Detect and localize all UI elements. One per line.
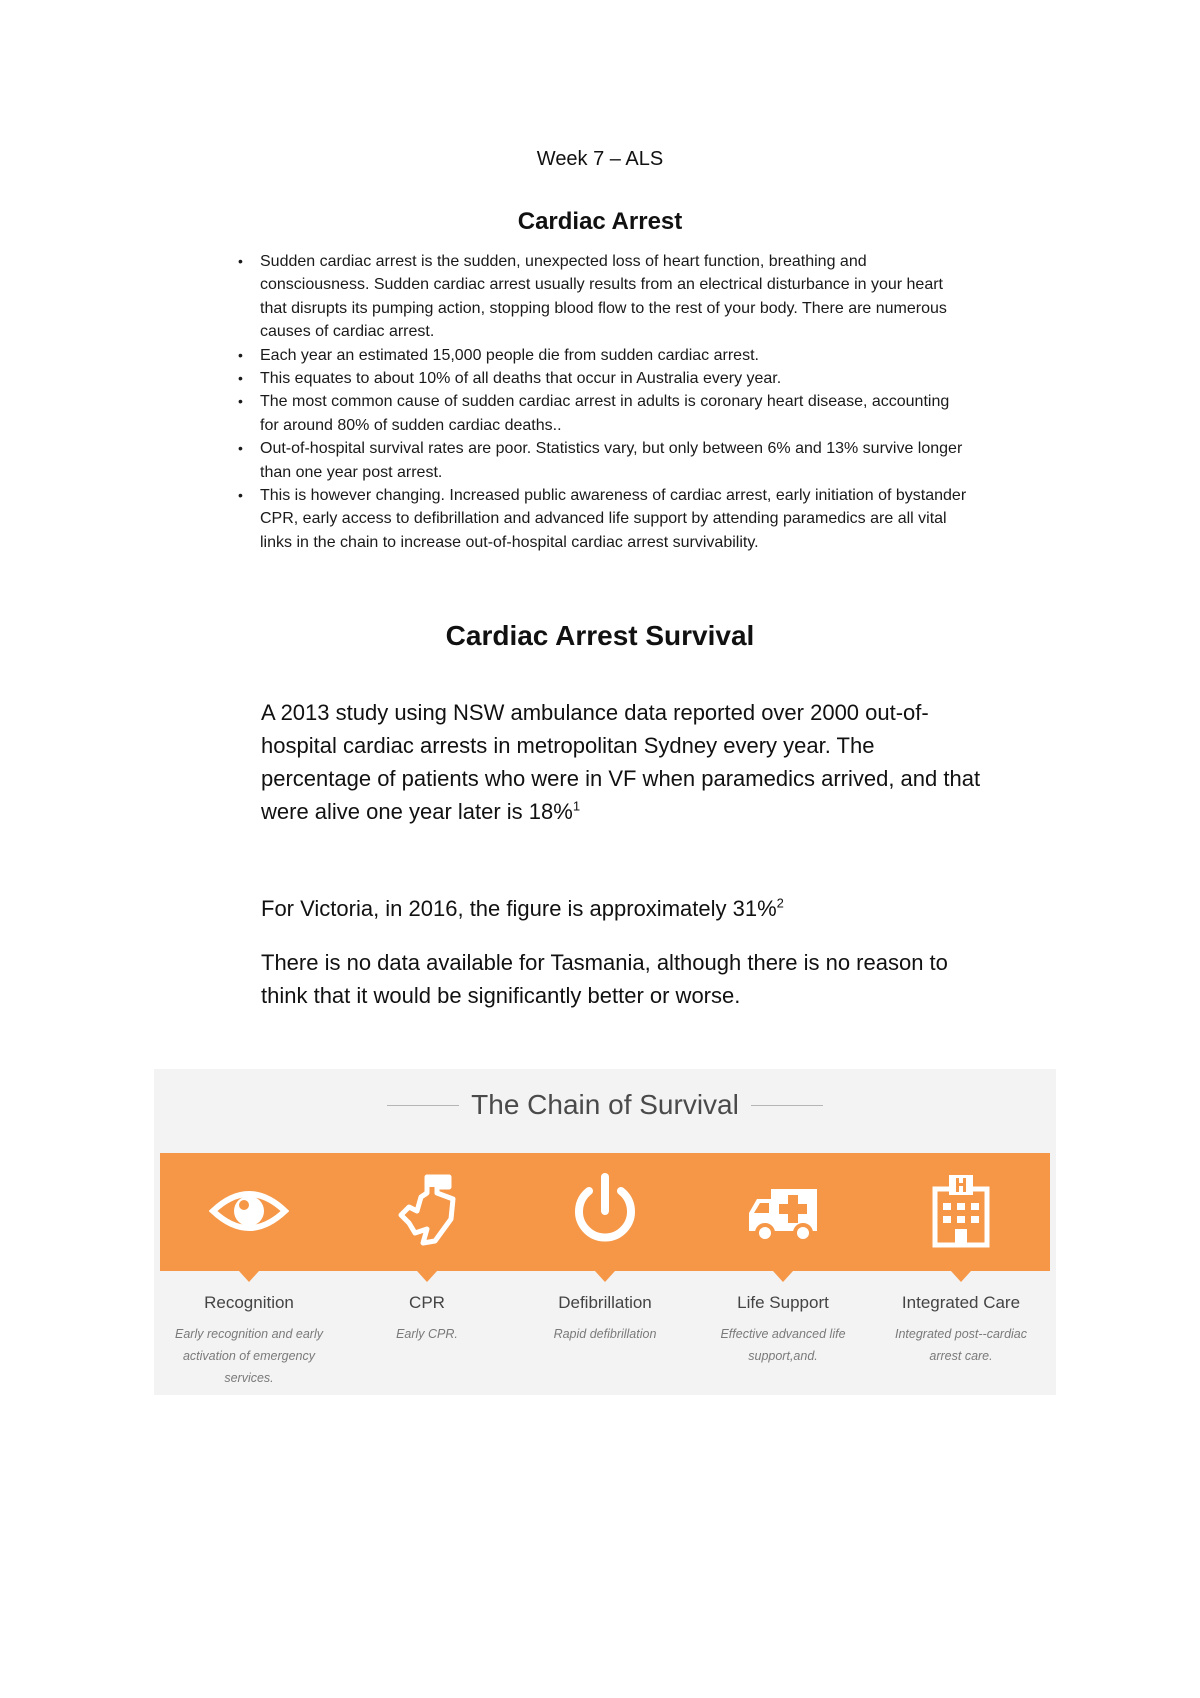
- footnote-ref: 1: [572, 798, 581, 814]
- footnote-ref: 2: [776, 895, 784, 911]
- step-notch: [417, 1271, 437, 1282]
- survival-paragraph-nsw: [261, 696, 981, 828]
- step-description: Early CPR.: [396, 1327, 458, 1341]
- bullet-item: • This equates to about 10% of all deaths that occur in Australia every year.: [238, 367, 968, 390]
- step-label: Integrated Care: [901, 1293, 1021, 1312]
- step-notch: [951, 1271, 971, 1282]
- bullet-item: • Out-of-hospital survival rates are poor. Statistics vary, but only between 6% and 13% survive longer than one year post arrest.: [238, 437, 968, 484]
- title-rule-right: [751, 1105, 823, 1106]
- chain-step-integrated-care: [872, 1153, 1050, 1393]
- page-header: Week 7 – ALS: [536, 148, 664, 170]
- chain-of-survival-graphic: [154, 1069, 1056, 1395]
- survival-paragraph-victoria-text: For Victoria, in 2016, the figure is approximately 31%: [261, 896, 777, 921]
- step-description: Integrated post--cardiac arrest care.: [894, 1327, 1027, 1363]
- step-notch: [773, 1271, 793, 1282]
- step-notch: [239, 1271, 259, 1282]
- cardiac-arrest-title: Cardiac Arrest: [517, 208, 683, 235]
- ambulance-icon: [743, 1171, 823, 1251]
- step-label: CPR: [409, 1293, 445, 1312]
- chain-step-life-support: [694, 1153, 872, 1393]
- survival-title: Cardiac Arrest Survival: [445, 620, 755, 651]
- step-description: Early recognition and early activation of emergency services.: [175, 1327, 323, 1385]
- step-label: Defibrillation: [558, 1293, 652, 1312]
- step-label: Recognition: [204, 1293, 294, 1312]
- eye-icon: [209, 1171, 289, 1251]
- chain-title-row: [154, 1083, 1056, 1127]
- survival-paragraph-victoria: [261, 892, 981, 925]
- cpr-hand-icon: [387, 1171, 467, 1251]
- chain-step-cpr: [338, 1153, 516, 1393]
- bullet-item: • Sudden cardiac arrest is the sudden, unexpected loss of heart function, breathing and consciousness. Sudden cardiac arrest usually results from an electrical disturbance in your heart that disrupts its pumping action, stopping blood flow to the rest of your body. There are numerous causes of cardiac arrest.: [238, 250, 968, 344]
- title-rule-left: [387, 1105, 459, 1106]
- bullet-item: • The most common cause of sudden cardiac arrest in adults is coronary heart disease, accounting for around 80% of sudden cardiac deaths..: [238, 390, 968, 437]
- chain-step-defibrillation: [516, 1153, 694, 1393]
- step-label: Life Support: [737, 1293, 829, 1312]
- cardiac-arrest-bullets: [238, 250, 968, 554]
- chain-title: The Chain of Survival: [471, 1089, 739, 1120]
- step-notch: [595, 1271, 615, 1282]
- step-description: Effective advanced life support,and.: [720, 1327, 846, 1363]
- bullet-item: • This is however changing. Increased public awareness of cardiac arrest, early initiation of bystander CPR, early access to defibrillation and advanced life support by attending paramedics are all vital links in the chain to increase out-of-hospital cardiac arrest survivability.: [238, 484, 968, 554]
- bullet-item: • Each year an estimated 15,000 people die from sudden cardiac arrest.: [238, 344, 968, 367]
- chain-step-recognition: [160, 1153, 338, 1393]
- hospital-icon: [921, 1171, 1001, 1251]
- power-icon: [565, 1171, 645, 1251]
- step-description: Rapid defibrillation: [553, 1327, 657, 1341]
- survival-paragraph-tasmania: There is no data available for Tasmania, although there is no reason to think that it would be significantly better or worse.: [261, 950, 948, 1008]
- survival-paragraph-nsw-text: A 2013 study using NSW ambulance data reported over 2000 out-of-hospital cardiac arrests in metropolitan Sydney every year. The percentage of patients who were in VF when paramedics arrived, and that were alive one year later is 18%: [261, 700, 981, 824]
